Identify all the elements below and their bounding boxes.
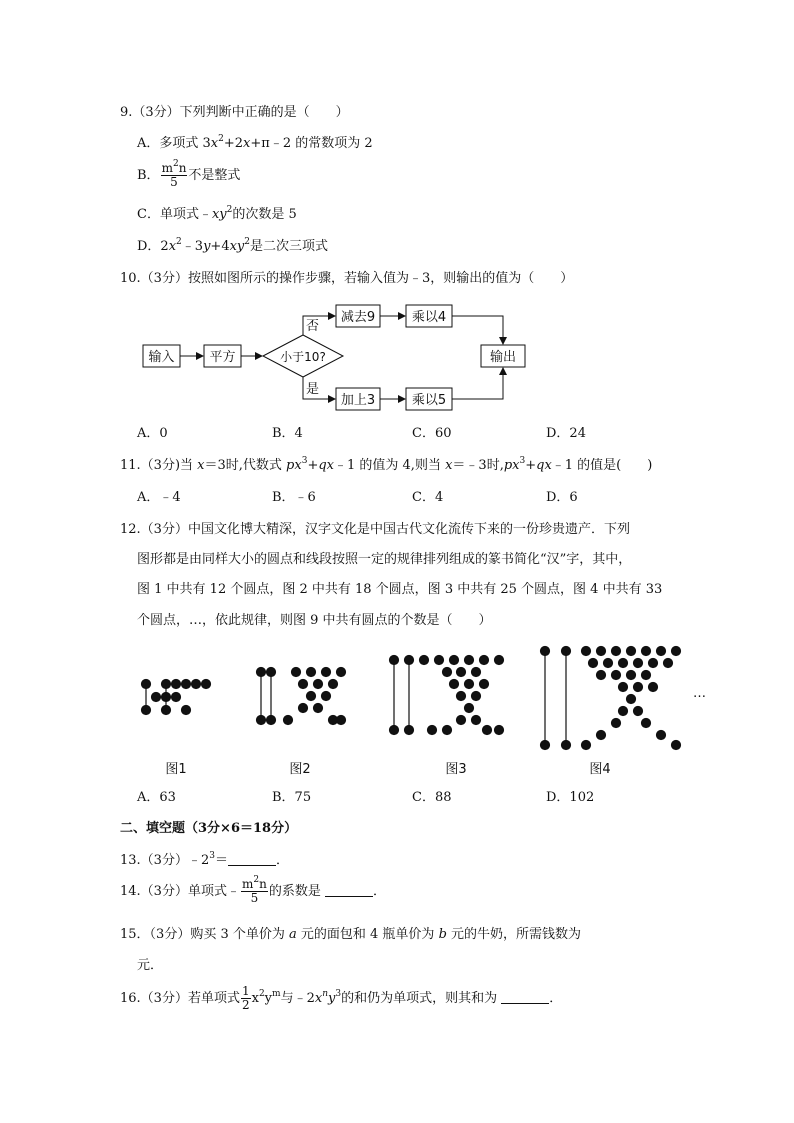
fig4-dot [642,647,651,656]
q12-line-2: 图形都是由同样大小的圆点和线段按照一定的规律排列组成的篆书简化“汉”字，其中， [137,552,632,567]
fig1-dot [182,680,191,689]
q16-fnum: 1 [241,984,250,998]
fig4-dot [642,671,651,680]
fig1-dot [172,680,181,689]
flow-mul4-label: 乘以4 [411,310,447,325]
q11-p2: px [503,458,520,473]
q16-sup1: 2 [258,989,265,999]
q16-y: y [264,991,273,1006]
fig3-dot [480,656,489,665]
fig3-dot [472,716,481,725]
q11-option-c[interactable]: C．4 [412,490,444,505]
q12-option-a[interactable]: A．63 [137,790,176,805]
q9-d-sup2: 2 [244,237,251,247]
q11-x2: x [445,458,453,473]
q11-s4: ﹣1 的值为 4,则当 [334,458,446,473]
fig3-dot [443,726,452,735]
q9-d-m1: ﹣3 [181,239,204,254]
q16-y2: y [328,991,336,1006]
q10-option-d[interactable]: D．24 [546,426,586,441]
q11-q2: qx [536,458,552,473]
fig3-dot [457,668,466,677]
fig1-label: 图1 [165,762,187,777]
q9-d-xy: xy [229,239,245,254]
q9-b-num-m: m [161,161,173,175]
q16-m: m [272,989,281,999]
fig4-dot [649,659,658,668]
fig3-dot [457,716,466,725]
fig2-dot [337,668,346,677]
fig2-dot [299,680,308,689]
fig4-dot [672,647,681,656]
q16 [120,983,562,1015]
fig2-dot [307,668,316,677]
q12-line-1: 12.（3分）中国文化博大精深，汉字文化是中国古代文化流传下来的一份珍贵遗产．下列 [120,522,630,537]
fig1-dot [192,680,201,689]
fig4-dot [604,659,613,668]
q12-line-3: 图 1 中共有 12 个圆点，图 2 中共有 18 个圆点，图 3 中共有 25 个圆点，图 4 中共有 33 [137,582,663,597]
q16-sup2: 3 [335,989,342,999]
fig3-dot [472,668,481,677]
q10-stem: 10.（3分）按照如图所示的操作步骤，若输入值为﹣3，则输出的值为（ ） [120,271,574,286]
q11-sup1: 3 [301,456,308,466]
flow-decision-label: 小于10? [280,350,326,364]
fig4-dot [582,647,591,656]
q11-s3: + [307,458,319,473]
q16-post: 的和仍为单项式，则其和为 [341,991,502,1006]
fig3-dot [465,704,474,713]
q11-x1: x [197,458,205,473]
fig4-dot [597,647,606,656]
q9-d-y: y [203,239,211,254]
fig4-dot [634,659,643,668]
q13 [120,852,289,870]
fig4-dot [619,707,628,716]
q9-d-post: 是二次三项式 [250,239,329,254]
fig3-dot [450,656,459,665]
fig3-dot [420,656,429,665]
q14-num-sup: 2 [253,875,260,885]
q9-d-pre: D．2 [137,239,169,254]
fig3-dot [450,680,459,689]
q13-pre: 13.（3分）﹣2 [120,853,210,868]
q14 [120,876,386,908]
fig4-dot [627,671,636,680]
flow-square-label: 平方 [209,350,236,365]
q9-b-num-n: n [178,161,187,175]
fig2-dot [322,668,331,677]
q10-option-c[interactable]: C．60 [412,426,452,441]
fig4-dot [612,671,621,680]
flow-yes-label: 是 [306,382,320,397]
flow-add3-label: 加上3 [340,393,376,408]
fig2-dot [307,692,316,701]
q11-s6: + [525,458,537,473]
fig4-dot [634,683,643,692]
q16-end: ． [549,991,563,1006]
q9-a-x1: x [210,136,219,151]
fig2-label: 图2 [289,762,311,777]
q12-option-b[interactable]: B．75 [272,790,312,805]
fig4-dot [657,731,666,740]
q9-d-m2: +4 [210,239,230,254]
fig3-dot [495,726,504,735]
q9-d-x: x [168,239,177,254]
fig4-dot [634,707,643,716]
q11-s5: ＝﹣3时, [452,458,504,473]
q11-option-b[interactable]: B．﹣6 [272,490,316,505]
q13-answer-blank[interactable] [228,853,276,866]
q9-b-num-sup: 2 [172,159,179,169]
q9-c-pre: C．单项式﹣ [137,207,212,222]
q16-pre: 16.（3分）若单项式 [120,991,240,1006]
q9-b-post: 不是整式 [188,168,241,183]
q16-n: n [322,989,328,999]
fig2-dot [314,680,323,689]
fig3-dot [480,680,489,689]
fig4-dot [672,741,681,750]
q15-line-1 [120,926,581,944]
q14-num-m: m [241,877,254,891]
fig3-dot [472,692,481,701]
flow-input-label: 输入 [148,350,175,365]
q10-option-b[interactable]: B．4 [272,426,303,441]
q11-p1: px [286,458,302,473]
q16-x2: x [314,991,323,1006]
q11-s1: 11.（3分)当 [120,458,198,473]
q13-end: ． [275,853,289,868]
figures-ellipsis: … [693,686,706,701]
fig4-dot [612,647,621,656]
fig4-dot [627,647,636,656]
q9-stem: 9.（3分）下列判断中正确的是（ ） [120,105,349,120]
fig2-dot [337,716,346,725]
flow-output-label: 输出 [489,350,517,365]
fig3-dot [428,726,437,735]
fig4-dot [664,659,673,668]
q9-a-post: +π﹣2 的常数项为 2 [250,136,373,151]
fig4-dot [627,695,636,704]
q11-option-d[interactable]: D．6 [546,490,578,505]
q16-mid: 与﹣2 [280,991,315,1006]
fig4-dot [642,719,651,728]
q9-c-post: 的次数是 5 [232,207,297,222]
fig3-dot [443,668,452,677]
q11-s2: ＝3时,代数式 [204,458,287,473]
fig4-dot [612,719,621,728]
fig4-dot [597,731,606,740]
flow-mul5-label: 乘以5 [411,393,447,408]
fig2-dot [314,704,323,713]
fig4-dot [657,647,666,656]
flow-sub9-label: 减去9 [340,310,376,325]
fig1-dot [172,693,181,702]
fig3-dot [435,656,444,665]
q14-fraction [241,875,268,905]
q9-a-pre: A．多项式 3 [137,136,211,151]
fig4-dot [619,683,628,692]
q12-option-d[interactable]: D．102 [546,790,595,805]
fig4-label: 图4 [589,762,611,777]
fig4-dot [582,741,591,750]
fig2-dot [292,668,301,677]
fig3-dot [465,680,474,689]
fig3-dot [457,692,466,701]
q12-line-4: 个圆点，…，依此规律，则图 9 中共有圆点的个数是（ ） [137,613,492,628]
q9-c-sup: 2 [226,205,233,215]
q10-option-a[interactable]: A．0 [137,426,168,441]
q14-pre: 14.（3分）单项式﹣ [120,884,240,899]
q14-answer-blank[interactable] [325,884,373,897]
fig4-dot [649,683,658,692]
q9-c-x: x [211,207,220,222]
q15-l1b: 元的面包和 4 瓶单价为 [296,927,439,942]
q9-d-sup1: 2 [176,237,182,247]
q14-den: 5 [250,891,259,905]
q11-s7: ﹣1 的值是( ) [551,458,653,473]
q15-a: a [288,927,297,942]
fig2-dot [322,692,331,701]
q11-option-a[interactable]: A．﹣4 [137,490,181,505]
q15-l1c: 元的牛奶，所需钱数为 [446,927,582,942]
q12-option-c[interactable]: C．88 [412,790,452,805]
q9-a-x2: x [243,136,251,151]
fig3-dot [483,726,492,735]
q14-num-n: n [259,877,267,891]
fig4-dot [589,659,598,668]
q13-sup: 3 [209,851,215,861]
fig3-dot [495,656,504,665]
fig2-dot [329,680,338,689]
q14-post: 的系数是 [268,884,325,899]
q14-end: ． [372,884,386,899]
q15-l1a: 15．（3分）购买 3 个单价为 [120,927,289,942]
q15-line-2: 元． [137,958,164,973]
flow-no-label: 否 [306,319,320,334]
q9-b-den: 5 [170,175,178,189]
section-2-heading: 二、填空题（3分×6＝18分） [120,821,298,836]
q11-sup2: 3 [519,456,526,466]
q16-fraction [241,985,251,1012]
fig1-dot [182,706,191,715]
q11-q1: qx [318,458,334,473]
q9-a-mid: +2 [223,136,244,151]
fig4-dot [619,659,628,668]
fig1-dot [152,693,161,702]
q9-b-pre: B． [137,168,160,183]
q9-a-sup: 2 [218,134,224,144]
q16-answer-blank[interactable] [501,991,549,1004]
fig3-dot [465,656,474,665]
fig4-dot [597,671,606,680]
fig2-dot [284,716,293,725]
q16-fden: 2 [241,998,250,1012]
fig3-label: 图3 [445,762,467,777]
q16-x: x [251,991,259,1006]
q15-b: b [438,927,447,942]
q9-c-y: y [219,207,227,222]
fig1-dot [202,680,211,689]
fig2-dot [299,704,308,713]
q13-post: ＝ [214,853,228,868]
